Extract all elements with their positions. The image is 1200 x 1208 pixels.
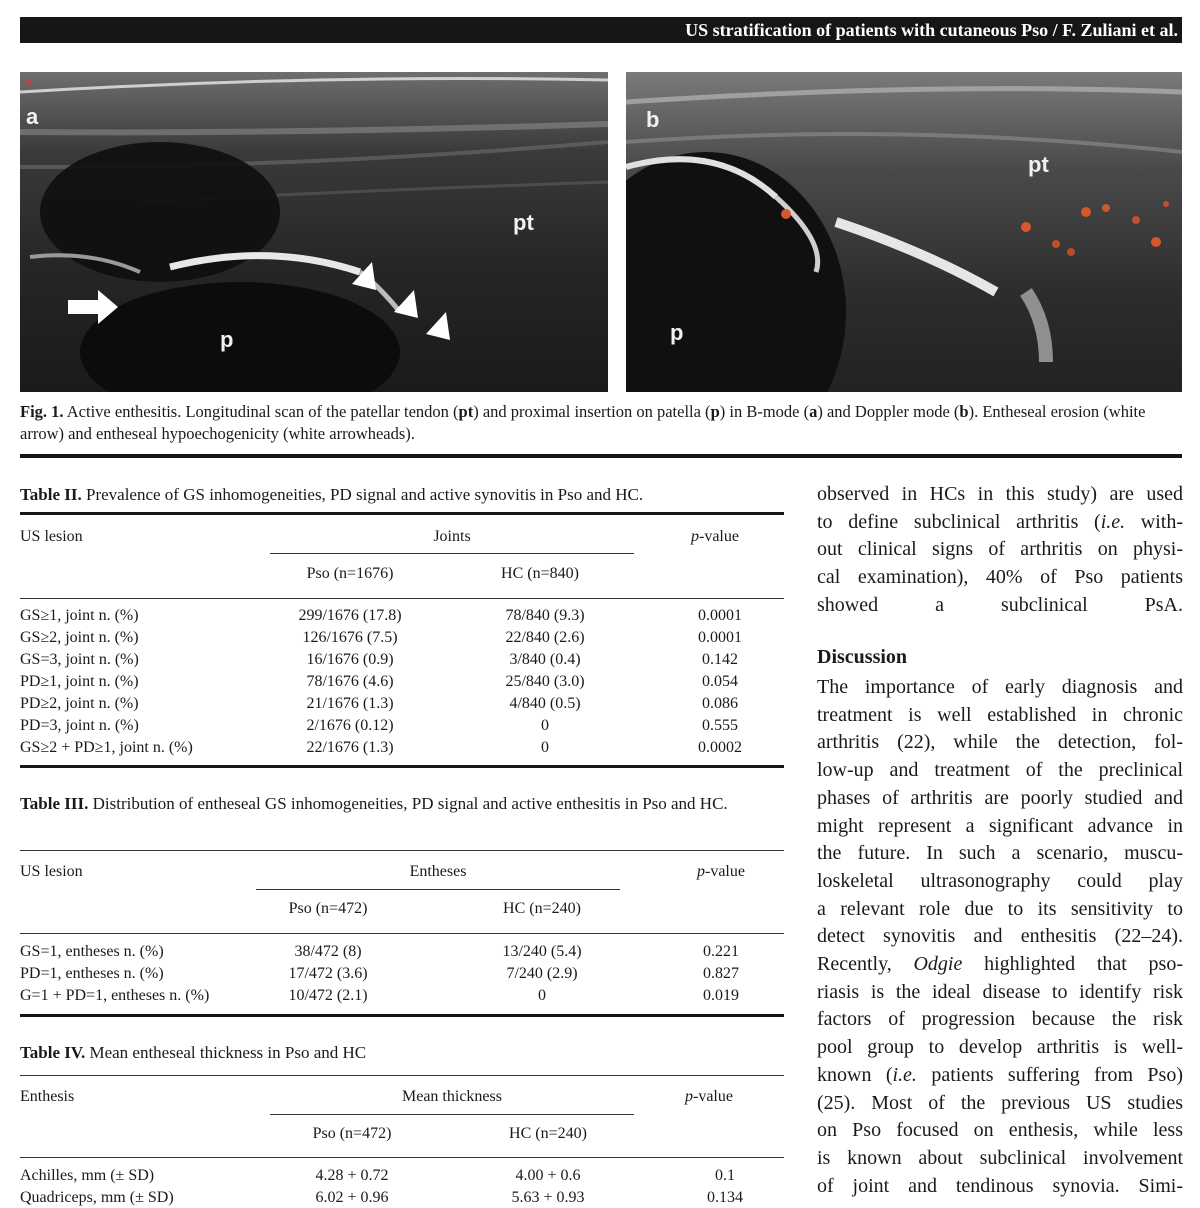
text-line: a relevant role due to its sensitivity to: [817, 897, 1183, 920]
table2-col-hc: HC (n=840): [501, 565, 579, 582]
table2-cell-p: 0.0001: [698, 607, 742, 624]
table2-title: Table II. Prevalence of GS inhomogeneities, PD signal and active synovitis in Pso and HC.: [20, 485, 644, 504]
table3-cell-hc: 7/240 (2.9): [506, 965, 578, 982]
text-line: pool group to develop arthritis is well-: [817, 1036, 1183, 1059]
table3-cell-pso: 10/472 (2.1): [288, 987, 368, 1004]
caption-part: ) in B-mode (: [719, 402, 810, 421]
table2-cell-label: GS≥1, joint n. (%): [20, 607, 139, 624]
panel-b-pt-label: pt: [1028, 152, 1049, 177]
table3-title: Table III. Distribution of entheseal GS inhomogeneities, PD signal and active enthesitis in Pso and HC.: [20, 794, 728, 813]
text-line: low-up and treatment of the preclinical: [817, 759, 1183, 782]
svg-text:e: e: [25, 74, 33, 89]
table2-bottom-rule: [20, 765, 784, 768]
text-line: Recently, Odgie highlighted that pso-: [817, 953, 1183, 976]
caption-part: Active enthesitis. Longitudinal scan of the patellar tendon (: [63, 402, 459, 421]
caption-part: b: [959, 402, 969, 421]
panel-b-letter: b: [646, 107, 660, 132]
table4-col-pso: Pso (n=472): [312, 1125, 392, 1142]
table2-cell-hc: 78/840 (9.3): [505, 607, 585, 624]
table3-top-rule: [20, 850, 784, 851]
table3-cell-label: GS=1, entheses n. (%): [20, 943, 164, 960]
panel-a-pt-label: pt: [513, 210, 534, 235]
text-line: arthritis (22), while the detection, fol-: [817, 731, 1183, 754]
table4-cell-p: 0.134: [707, 1189, 743, 1206]
text-line: factors of progression because the risk: [817, 1008, 1183, 1031]
table2-cell-hc: 0: [541, 717, 549, 734]
table2-cell-p: 0.142: [702, 651, 738, 668]
figure-caption: [20, 401, 1182, 445]
table2-col-lesion: US lesion: [20, 528, 83, 545]
table4-cell-pso: 4.28 + 0.72: [315, 1167, 389, 1184]
table3-bottom-rule: [20, 1014, 784, 1017]
body-paragraph-1: [817, 481, 1183, 620]
table3-cell-pso: 38/472 (8): [294, 943, 362, 960]
table2-cell-pso: 299/1676 (17.8): [298, 607, 402, 624]
figure-caption-label: Fig. 1.: [20, 402, 64, 421]
table4-col-hc: HC (n=240): [509, 1125, 587, 1142]
text-line: the future. In such a scenario, muscu-: [817, 842, 1183, 865]
table2-cell-pso: 78/1676 (4.6): [306, 673, 394, 690]
table4-cell-hc: 5.63 + 0.93: [511, 1189, 585, 1206]
table3-cell-hc: 0: [538, 987, 546, 1004]
ultrasound-image-a: [20, 72, 608, 392]
table2-cell-hc: 3/840 (0.4): [509, 651, 581, 668]
table2-col-p: p-value: [691, 528, 739, 545]
table2-cell-label: GS≥2 + PD≥1, joint n. (%): [20, 739, 193, 756]
table2-cell-pso: 21/1676 (1.3): [306, 695, 394, 712]
table2-group-rule: [270, 553, 634, 554]
caption-part: a: [809, 402, 818, 421]
table2-top-rule: [20, 512, 784, 515]
text-line: treatment is well established in chronic: [817, 703, 1183, 726]
text-line: observed in HCs in this study) are used: [817, 483, 1183, 505]
body-paragraph-2: [817, 674, 1183, 1200]
table4-col-p: p-value: [685, 1088, 733, 1105]
table4-cell-pso: 6.02 + 0.96: [315, 1189, 389, 1206]
caption-part: ) and Doppler mode (: [817, 402, 960, 421]
text-line: of joint and tendinous synovia. Simi-: [817, 1174, 1183, 1197]
text-line: known (i.e. patients suffering from Pso): [817, 1063, 1183, 1086]
table4-top-rule: [20, 1075, 784, 1076]
table3-col-hc: HC (n=240): [503, 900, 581, 917]
table3-cell-p: 0.221: [703, 943, 739, 960]
text-line: cal examination), 40% of Pso patients: [817, 566, 1183, 589]
table4-header-rule: [20, 1157, 784, 1158]
table2-cell-pso: 22/1676 (1.3): [306, 739, 394, 756]
text-line: showed a subclinical PsA.: [817, 593, 1183, 616]
table2-cell-pso: 2/1676 (0.12): [306, 717, 394, 734]
table2-cell-hc: 4/840 (0.5): [509, 695, 581, 712]
table3-col-lesion: US lesion: [20, 863, 83, 880]
text-line: on Pso focused on enthesis, while less: [817, 1119, 1183, 1142]
table2-cell-p: 0.0001: [698, 629, 742, 646]
table2-cell-hc: 22/840 (2.6): [505, 629, 585, 646]
caption-part: pt: [458, 402, 474, 421]
table2-cell-p: 0.0002: [698, 739, 742, 756]
text-line: detect synovitis and enthesitis (22–24).: [817, 925, 1183, 948]
table4-cell-p: 0.1: [715, 1167, 735, 1184]
table3-col-p: p-value: [697, 863, 745, 880]
table3-cell-hc: 13/240 (5.4): [502, 943, 582, 960]
table2-col-group: Joints: [433, 528, 471, 545]
table2-cell-p: 0.086: [702, 695, 738, 712]
table2-cell-p: 0.555: [702, 717, 738, 734]
table3-col-pso: Pso (n=472): [288, 900, 368, 917]
discussion-heading: Discussion: [817, 646, 908, 668]
table2-cell-label: PD≥2, joint n. (%): [20, 695, 139, 712]
table2-cell-label: GS≥2, joint n. (%): [20, 629, 139, 646]
section-divider: [20, 454, 1182, 458]
table2-cell-hc: 0: [541, 739, 549, 756]
table3-cell-p: 0.827: [703, 965, 739, 982]
table2-header-rule: [20, 598, 784, 599]
table2-cell-p: 0.054: [702, 673, 738, 690]
text-line: loskeletal ultrasonography could play: [817, 869, 1183, 892]
text-line: The importance of early diagnosis and: [817, 676, 1183, 698]
text-line: might represent a significant advance in: [817, 814, 1183, 837]
caption-part: ) and proximal insertion on patella (: [473, 402, 711, 421]
table3-cell-label: PD=1, entheses n. (%): [20, 965, 164, 982]
table2-col-pso: Pso (n=1676): [306, 565, 394, 582]
table2-cell-label: GS=3, joint n. (%): [20, 651, 139, 668]
table2-cell-label: PD≥1, joint n. (%): [20, 673, 139, 690]
table2-cell-pso: 126/1676 (7.5): [302, 629, 398, 646]
caption-part: p: [710, 402, 720, 421]
table2-cell-hc: 25/840 (3.0): [505, 673, 585, 690]
table3-cell-label: G=1 + PD=1, entheses n. (%): [20, 987, 210, 1004]
text-line: riasis is the ideal disease to identify risk: [817, 980, 1183, 1003]
table2-cell-label: PD=3, joint n. (%): [20, 717, 139, 734]
text-line: to define subclinical arthritis (i.e. with-: [817, 510, 1184, 533]
table4-col-enthesis: Enthesis: [20, 1088, 75, 1105]
table3-header-rule: [20, 933, 784, 934]
panel-a-p-label: p: [220, 327, 234, 352]
panel-a-letter: a: [26, 104, 39, 129]
text-line: out clinical signs of arthritis on physi-: [817, 538, 1183, 561]
caption-part: ). Entheseal erosion (white arrow) and entheseal hypoechogenicity (white arrowheads).: [20, 402, 1146, 443]
table4-col-group: Mean thickness: [402, 1088, 502, 1105]
table4-cell-hc: 4.00 + 0.6: [515, 1167, 581, 1184]
text-line: (25). Most of the previous US studies: [817, 1091, 1183, 1114]
running-header: [20, 17, 1182, 43]
table3-cell-p: 0.019: [703, 987, 739, 1004]
table4-cell-label: Quadriceps, mm (± SD): [20, 1189, 174, 1206]
running-title: US stratification of patients with cutaneous Pso / F. Zuliani et al.: [685, 20, 1178, 40]
table3-col-group: Entheses: [409, 863, 467, 880]
table4-cell-label: Achilles, mm (± SD): [20, 1167, 155, 1184]
ultrasound-doppler-drawing: [626, 72, 1182, 392]
table4-group-rule: [270, 1114, 634, 1115]
table4-title: Table IV. Mean entheseal thickness in Pso and HC: [20, 1043, 367, 1062]
table3-cell-pso: 17/472 (3.6): [288, 965, 368, 982]
text-line: is known about subclinical involvement: [817, 1146, 1183, 1169]
text-line: phases of arthritis are poorly studied and: [817, 786, 1183, 809]
table3-group-rule: [256, 889, 620, 890]
table2-cell-pso: 16/1676 (0.9): [306, 651, 394, 668]
panel-b-p-label: p: [670, 320, 684, 345]
ultrasound-image-b: [626, 72, 1182, 392]
